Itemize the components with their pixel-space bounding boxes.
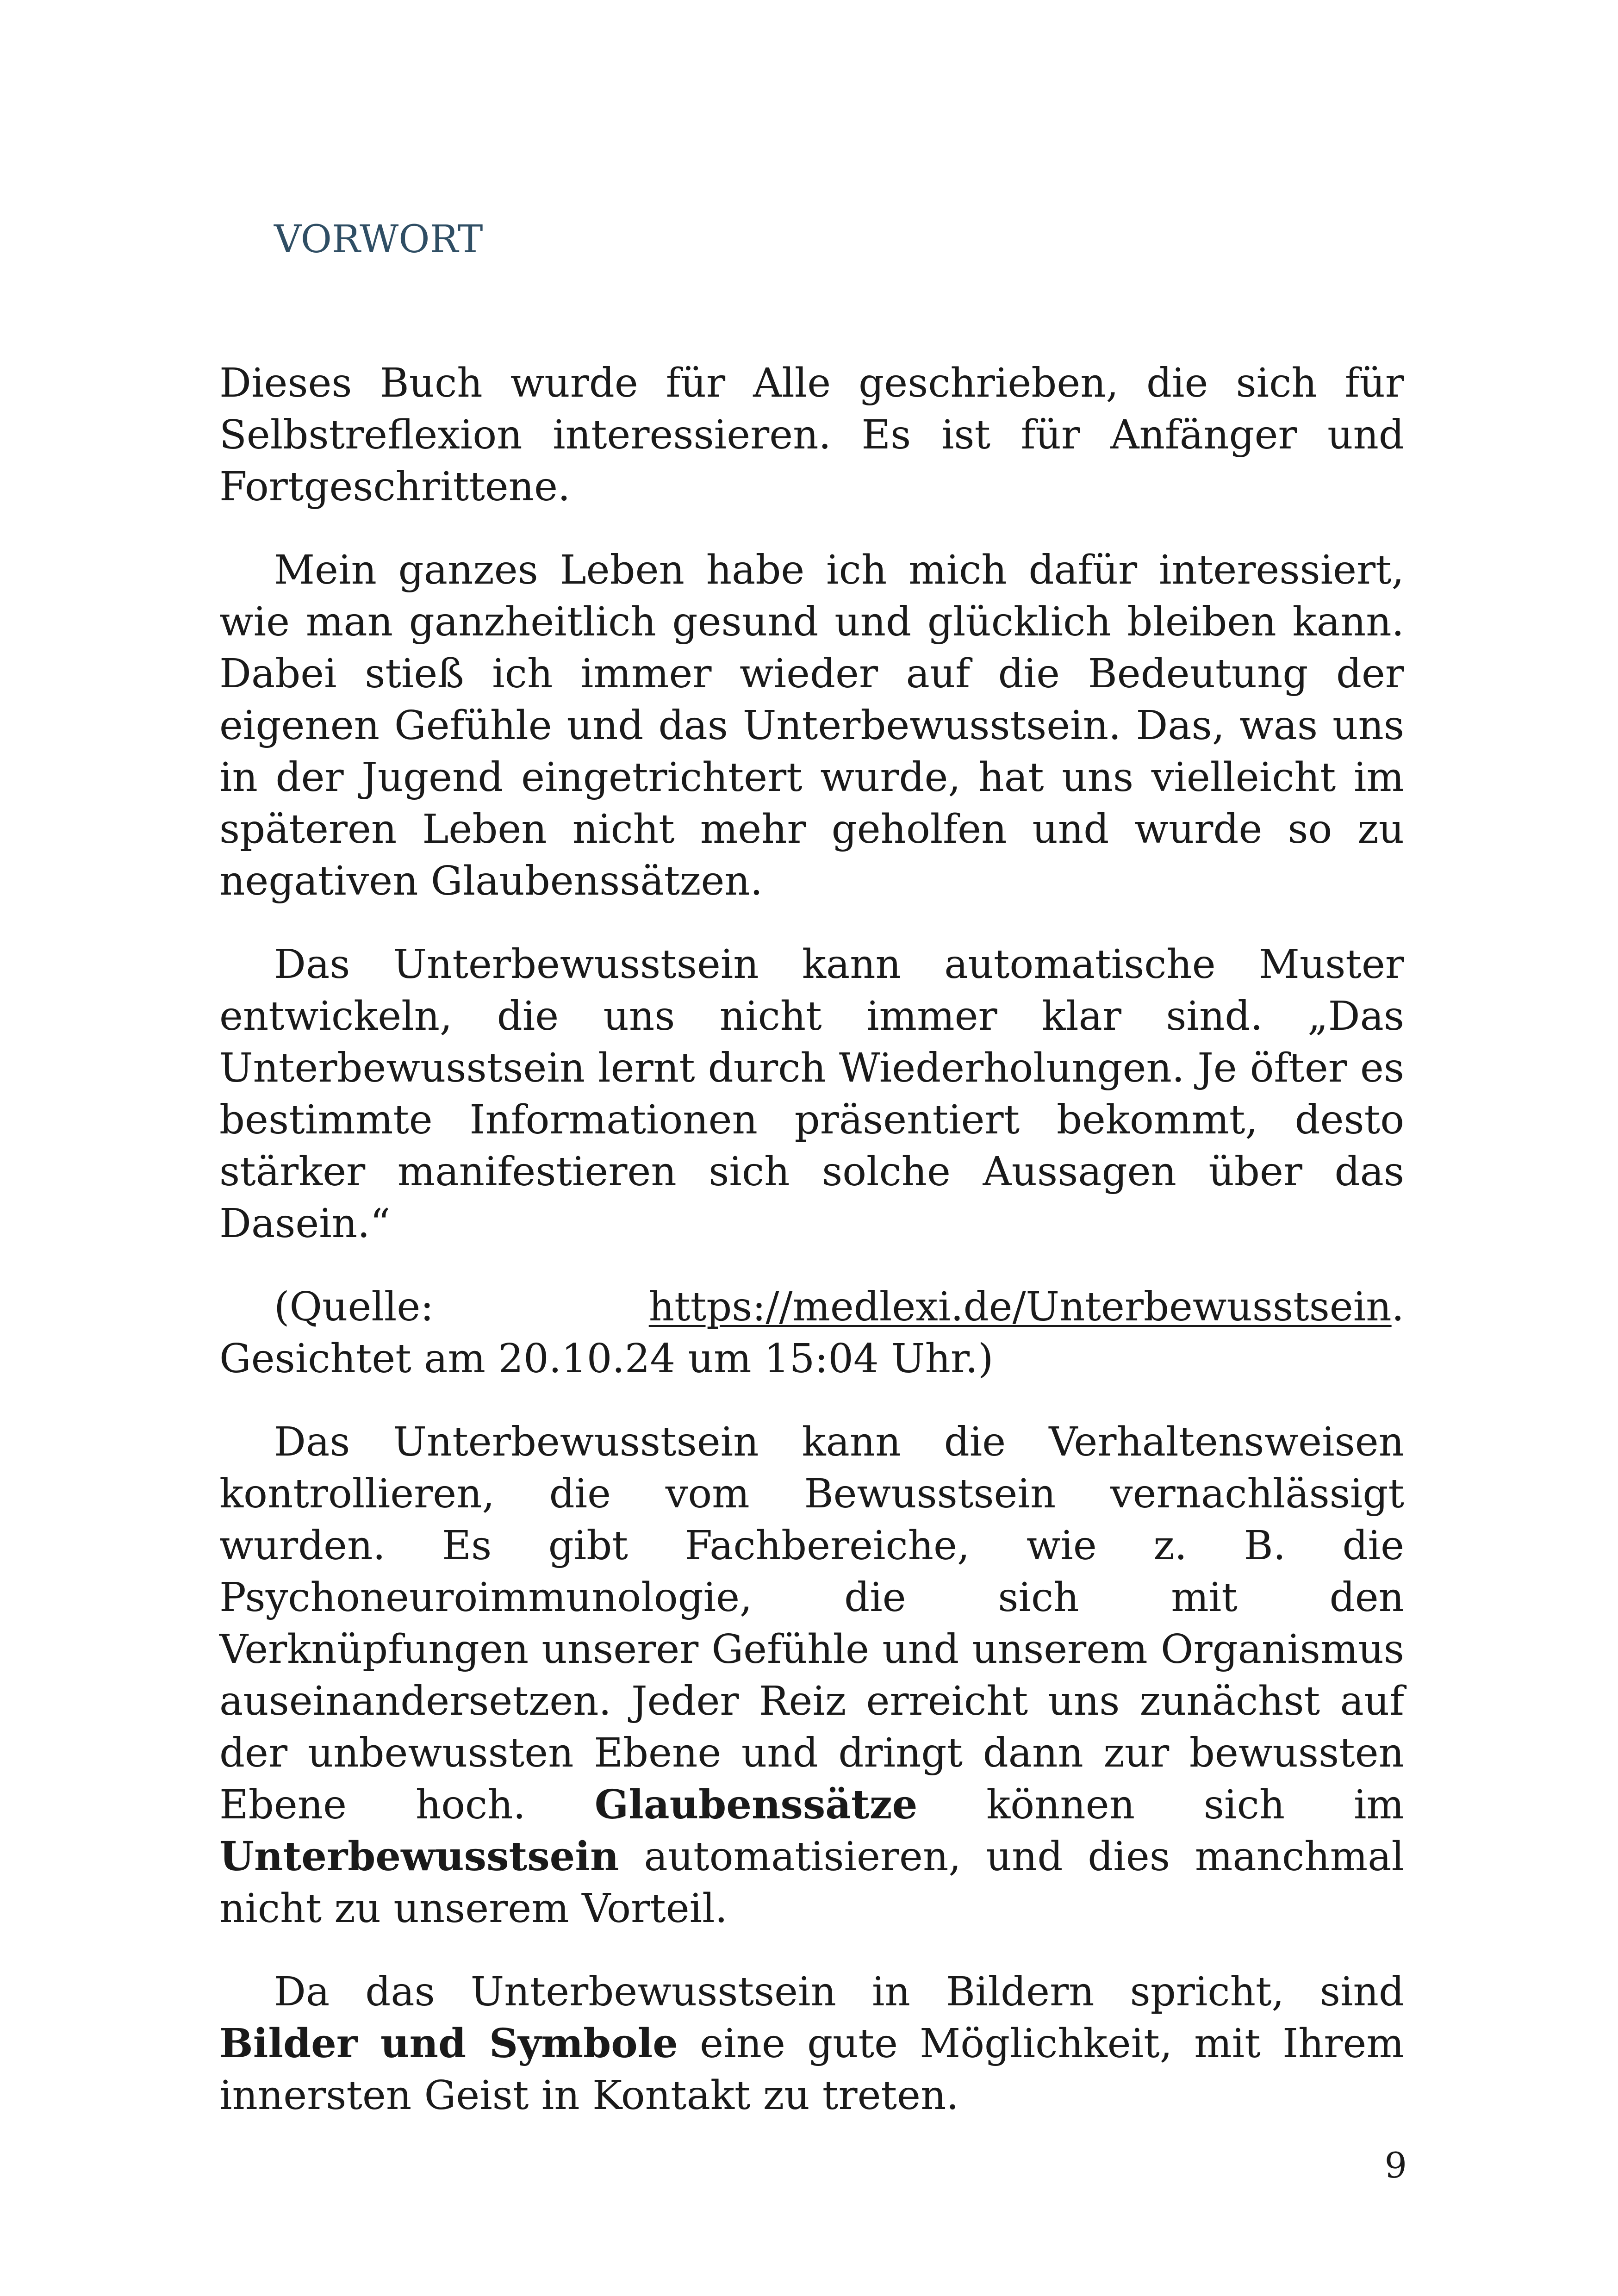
paragraph-6 [219,1966,1404,2122]
paragraph-6-text-b: eine gute Möglichkeit, mit Ihrem innersten Geist in Kontakt zu treten. [219,2021,1404,2119]
bold-term-unterbewusstsein: Unterbewusstsein [219,1833,619,1880]
source-link[interactable]: https://medlexi.de/Unterbewusstsein [648,1284,1392,1330]
paragraph-2: Mein ganzes Leben habe ich mich dafür interessiert, wie man ganzheitlich gesund und glücklich bleiben kann. Dabei stieß ich immer wieder auf die Bedeutung der eigenen Gefühle und das Unterbewusstsein. Das, was uns in der Jugend eingetrichtert wurde, hat uns vielleicht im späteren Leben nicht mehr geholfen und wurde so zu negativen Glaubenssätzen. [219,547,1404,904]
paragraph-5-text-c: automatisieren, und dies manchmal nicht zu unserem Vorteil. [219,1834,1404,1932]
chapter-heading: VORWORT [274,218,483,261]
paragraph-6-text-a: Da das Unterbewusstsein in Bildern spricht, sind [274,1969,1404,2015]
paragraph-5 [219,1416,1404,1935]
bold-term-glaubenssaetze: Glaubenssätze [594,1781,918,1828]
bold-term-bilder-symbole: Bilder und Symbole [219,2020,678,2067]
paragraph-3: Das Unterbewusstsein kann automatische Muster entwickeln, die uns nicht immer klar sind. „Das Unterbewusstsein lernt durch Wiederholungen. Je öfter es bestimmte Informationen präsentiert bekommt, desto stärker manifestieren sich solche Aussagen über das Dasein.“ [219,941,1404,1247]
source-suffix: . Gesichtet am 20.10.24 um 15:04 Uhr.) [219,1284,1404,1382]
paragraph-5-text-a: Das Unterbewusstsein kann die Verhaltensweisen kontrollieren, die vom Bewusstsein vernachlässigt wurden. Es gibt Fachbereiche, wie z. B. die Psychoneuroimmunologie, die sich mit den Verknüpfungen unserer Gefühle und unserem Organismus auseinandersetzen. Jeder Reiz erreicht uns zunächst auf der unbewussten Ebene und dringt dann zur bewussten Ebene hoch. [219,1419,1404,1828]
page-number: 9 [1384,2145,1407,2186]
body-text [219,357,1404,2153]
paragraph-5-text-b: können sich im [917,1782,1405,1828]
paragraph-1: Dieses Buch wurde für Alle geschrieben, die sich für Selbstreflexion interessieren. Es ist für Anfänger und Fortgeschrittene. [219,360,1404,510]
source-prefix: (Quelle: [274,1284,649,1330]
paragraph-source [219,1281,1404,1385]
